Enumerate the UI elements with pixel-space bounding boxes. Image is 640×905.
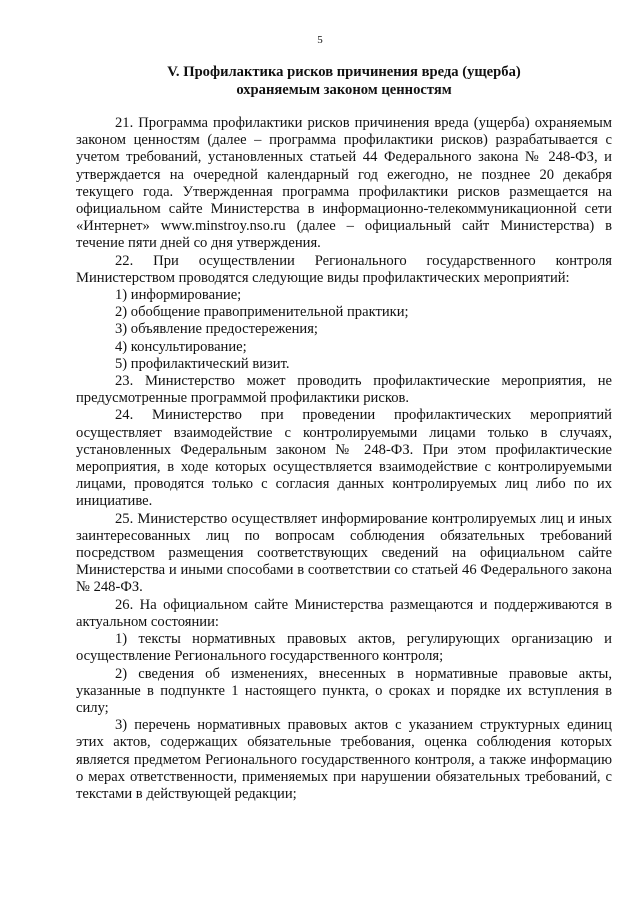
list-item: 4) консультирование; — [115, 338, 247, 355]
paragraph-25: 25. Министерство осуществляет информирование контролируемых лиц и иных заинтересованных лиц по вопросам соблюдения обязательных требований посредством размещения соответствующих сведений на официальном сайте Министерства и иными способами в соответствии со статьей 46 Федерального закона № 248-ФЗ. — [76, 510, 612, 596]
list-item: 2) обобщение правоприменительной практики; — [115, 304, 409, 321]
paragraph-21: 21. Программа профилактики рисков причинения вреда (ущерба) охраняемым законом ценностям (далее – программа профилактики рисков) разрабатывается с учетом требований, установленных статьей 44 Федерального закона № 248-ФЗ, и утверждается на очередной календарный год ежегодно, не позднее 20 декабря текущего года. Утвержденная программа профилактики рисков размещается на официальном сайте Министерства в информационно-телекоммуникационной сети «Интернет» www.minstroy.nso.ru (далее – официальный сайт Министерства) в течение пяти дней со дня утверждения. — [76, 115, 612, 252]
list-item: 2) сведения об изменениях, внесенных в нормативные правовые акты, указанные в подпункте 1 настоящего пункта, о сроках и порядке их вступления в силу; — [76, 665, 612, 716]
paragraph-23: 23. Министерство может проводить профилактические мероприятия, не предусмотренные программой профилактики рисков. — [76, 373, 612, 407]
section-heading-line-1: V. Профилактика рисков причинения вреда (ущерба) — [167, 64, 521, 80]
page-number: 5 — [317, 34, 323, 46]
list-item: 3) объявление предостережения; — [115, 321, 318, 338]
paragraph-24: 24. Министерство при проведении профилактических мероприятий осуществляет взаимодействие с контролируемыми лицами только в случаях, установленных Федеральным законом № 248-ФЗ. При этом профилактические мероприятия, в ходе которых осуществляется взаимодействие с контролируемыми лицами, проводятся только с согласия данных контролируемых лиц либо по их инициативе. — [76, 407, 612, 510]
section-heading-line-2: охраняемым законом ценностям — [236, 81, 452, 98]
document-body — [76, 115, 612, 803]
list-item: 5) профилактический визит. — [115, 355, 290, 372]
paragraph-26: 26. На официальном сайте Министерства размещаются и поддерживаются в актуальном состоянии: — [76, 596, 612, 630]
list-item: 3) перечень нормативных правовых актов с указанием структурных единиц этих актов, содержащих обязательные требования, оценка соблюдения которых является предметом Регионального государственного контроля, а также информацию о мерах ответственности, применяемых при нарушении обязательных требований, с текстами в действующей редакции; — [76, 717, 612, 802]
paragraph-22: 22. При осуществлении Регионального государственного контроля Министерством проводятся следующие виды профилактических мероприятий: — [76, 252, 612, 286]
list-item: 1) тексты нормативных правовых актов, регулирующих организацию и осуществление Регионального государственного контроля; — [76, 631, 612, 665]
list-item: 1) информирование; — [115, 287, 242, 304]
section-heading — [76, 64, 612, 99]
